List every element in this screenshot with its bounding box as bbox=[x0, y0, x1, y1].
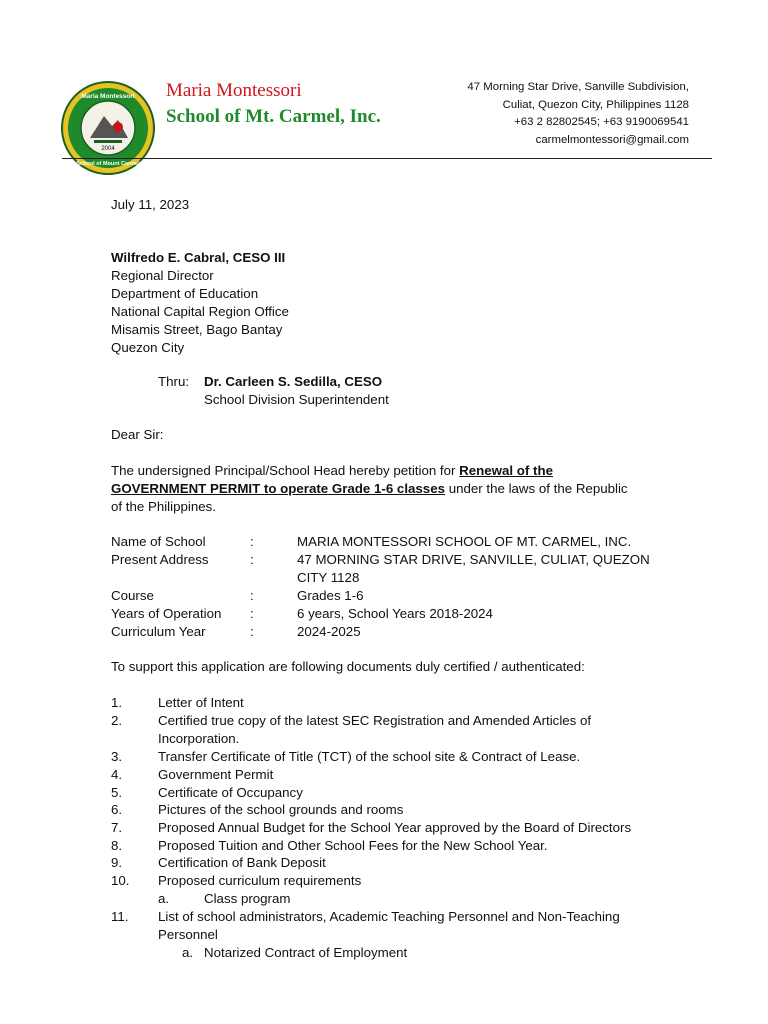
field-colon: : bbox=[250, 588, 254, 603]
field-value-cont: CITY 1128 bbox=[297, 570, 360, 585]
field-row bbox=[0, 533, 768, 551]
list-item bbox=[0, 766, 768, 784]
list-text: Pictures of the school grounds and rooms bbox=[158, 802, 404, 817]
school-name-line2: School of Mt. Carmel, Inc. bbox=[166, 106, 381, 127]
petition-line3: of the Philippines. bbox=[111, 499, 216, 514]
field-colon: : bbox=[250, 534, 254, 549]
field-value: 6 years, School Years 2018-2024 bbox=[297, 606, 493, 621]
contact-phone: +63 2 82802545; +63 9190069541 bbox=[514, 116, 689, 128]
thru-title: School Division Superintendent bbox=[204, 392, 389, 407]
sublist-text: Notarized Contract of Employment bbox=[204, 945, 408, 960]
field-label: Years of Operation bbox=[111, 606, 222, 621]
list-number: 11. bbox=[111, 909, 129, 924]
list-text: Certified true copy of the latest SEC Registration and Amended Articles of bbox=[158, 713, 592, 728]
logo-seal-icon bbox=[60, 80, 156, 176]
list-text: Proposed curriculum requirements bbox=[158, 873, 362, 888]
list-text: Certificate of Occupancy bbox=[158, 785, 303, 800]
thru-label: Thru: bbox=[158, 374, 190, 389]
list-number: 8. bbox=[111, 838, 123, 853]
list-number: 6. bbox=[111, 802, 123, 817]
support-text: To support this application are following documents duly certified / authenticated: bbox=[111, 659, 585, 674]
svg-text:Maria Montessori: Maria Montessori bbox=[81, 93, 135, 100]
list-item bbox=[0, 801, 768, 819]
recipient-line: Department of Education bbox=[111, 286, 259, 301]
field-row bbox=[0, 551, 768, 587]
school-name-line1: Maria Montessori bbox=[166, 80, 302, 101]
field-row bbox=[0, 587, 768, 605]
list-text: Proposed Tuition and Other School Fees for the New School Year. bbox=[158, 838, 548, 853]
field-value: Grades 1-6 bbox=[297, 588, 364, 603]
field-colon: : bbox=[250, 624, 254, 639]
petition-line2 bbox=[111, 480, 628, 498]
list-item bbox=[0, 748, 768, 766]
list-text-cont: Personnel bbox=[158, 927, 218, 942]
field-label: Curriculum Year bbox=[111, 624, 206, 639]
salutation: Dear Sir: bbox=[111, 427, 164, 442]
field-row bbox=[0, 605, 768, 623]
sublist-label: a. bbox=[182, 945, 194, 960]
recipient-line: Misamis Street, Bago Bantay bbox=[111, 322, 283, 337]
contact-email: carmelmontessori@gmail.com bbox=[535, 133, 689, 146]
svg-text:2004: 2004 bbox=[101, 146, 115, 152]
field-label: Name of School bbox=[111, 534, 206, 549]
list-number: 5. bbox=[111, 785, 123, 800]
recipient-line: National Capital Region Office bbox=[111, 304, 289, 319]
svg-text:School of Mount Carmel: School of Mount Carmel bbox=[76, 161, 140, 167]
contact-address2: Culiat, Quezon City, Philippines 1128 bbox=[502, 98, 689, 111]
list-text-cont: Incorporation. bbox=[158, 731, 240, 746]
sublist-label: a. bbox=[158, 891, 170, 906]
field-label: Present Address bbox=[111, 552, 209, 567]
letter-date: July 11, 2023 bbox=[111, 197, 190, 212]
list-number: 3. bbox=[111, 749, 123, 764]
list-text: Transfer Certificate of Title (TCT) of the school site & Contract of Lease. bbox=[158, 749, 581, 764]
contact-address1: 47 Morning Star Drive, Sanville Subdivision, bbox=[467, 81, 689, 93]
list-text: Proposed Annual Budget for the School Year approved by the Board of Directors bbox=[158, 820, 632, 835]
header-divider bbox=[62, 158, 712, 159]
list-item bbox=[0, 784, 768, 802]
field-value: 47 MORNING STAR DRIVE, SANVILLE, CULIAT, QUEZON bbox=[297, 552, 650, 567]
field-value: MARIA MONTESSORI SCHOOL OF MT. CARMEL, INC. bbox=[297, 534, 632, 549]
field-colon: : bbox=[250, 552, 254, 567]
list-number: 7. bbox=[111, 820, 123, 835]
field-row bbox=[0, 623, 768, 641]
field-colon: : bbox=[250, 606, 254, 621]
list-number: 1. bbox=[111, 695, 123, 710]
sublist-text: Class program bbox=[204, 891, 291, 906]
list-number: 2. bbox=[111, 713, 123, 728]
petition-emphasis: GOVERNMENT PERMIT to operate Grade 1-6 classes bbox=[111, 481, 445, 496]
list-item bbox=[0, 837, 768, 855]
list-item bbox=[0, 908, 768, 962]
list-text: List of school administrators, Academic Teaching Personnel and Non-Teaching bbox=[158, 909, 620, 924]
field-value: 2024-2025 bbox=[297, 624, 361, 639]
field-label: Course bbox=[111, 588, 154, 603]
list-text: Letter of Intent bbox=[158, 695, 244, 710]
list-number: 4. bbox=[111, 767, 123, 782]
petition-line1 bbox=[111, 462, 553, 480]
list-number: 10. bbox=[111, 873, 130, 888]
list-number: 9. bbox=[111, 855, 123, 870]
list-item bbox=[0, 819, 768, 837]
school-logo bbox=[60, 80, 156, 176]
list-item bbox=[0, 854, 768, 872]
petition-text: under the laws of the Republic bbox=[445, 481, 628, 496]
recipient-line: Regional Director bbox=[111, 268, 214, 283]
list-text: Certification of Bank Deposit bbox=[158, 855, 326, 870]
petition-text: The undersigned Principal/School Head hereby petition for bbox=[111, 463, 460, 478]
recipient-line: Quezon City bbox=[111, 340, 185, 355]
petition-emphasis: Renewal of the bbox=[459, 463, 553, 478]
recipient-name: Wilfredo E. Cabral, CESO III bbox=[111, 250, 286, 265]
list-item bbox=[0, 872, 768, 908]
contact-block bbox=[467, 79, 689, 149]
list-text: Government Permit bbox=[158, 767, 274, 782]
list-item bbox=[0, 694, 768, 712]
list-item bbox=[0, 712, 768, 748]
thru-name: Dr. Carleen S. Sedilla, CESO bbox=[204, 374, 383, 389]
